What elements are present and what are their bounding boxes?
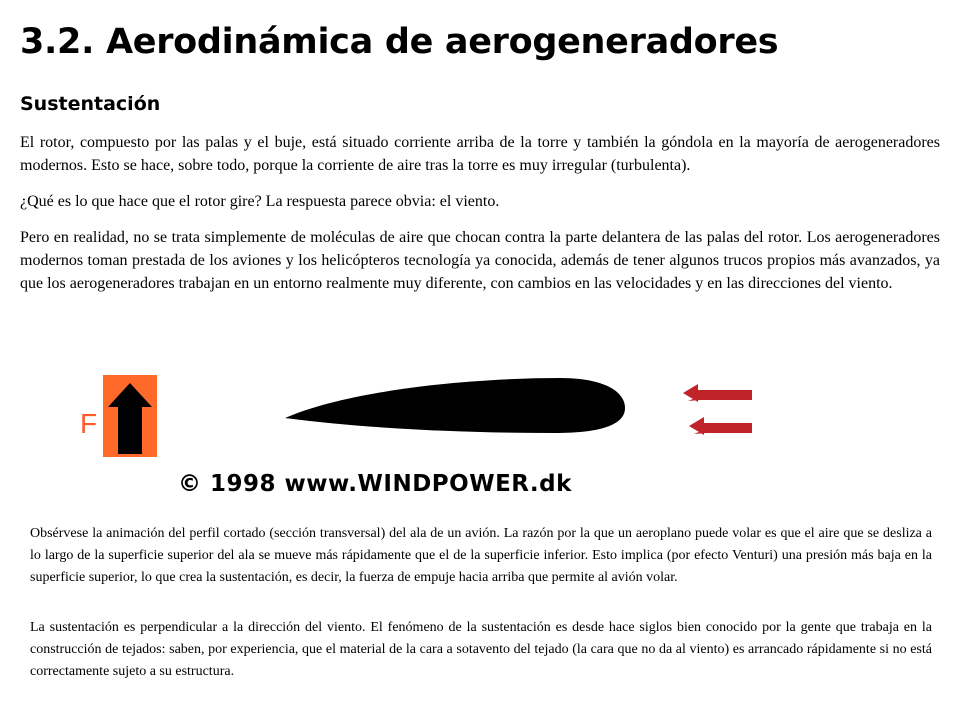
paragraph-question: ¿Qué es lo que hace que el rotor gire? La respuesta parece obvia: el viento. [20,193,500,210]
copyright-notice: © 1998 www.WINDPOWER.dk [178,471,572,497]
paragraph-rotor: El rotor, compuesto por las palas y el buje, está situado corriente arriba de la torre y también la góndola en la mayoría de aerogeneradores modernos. Esto se hace, sobre todo, porque la corriente de aire tras la torre es muy irregular (turbulenta). [20,134,940,174]
airfoil-profile [285,378,625,433]
paragraph-technology: Pero en realidad, no se trata simplemente de moléculas de aire que chocan contra la parte delantera de las palas del rotor. Los aerogeneradores modernos toman prestada de los aviones y los helicópteros tecnología ya conocida, además de tener algunos trucos propios más avanzados, ya que los aerogeneradores trabajan en un entorno realmente muy diferente, con cambios en las velocidades y en las direcciones del viento. [20,229,940,292]
section-subtitle: Sustentación [20,93,161,115]
wind-arrow-icon [683,384,752,402]
force-label: F [80,408,98,439]
wind-arrow-icon [689,417,752,435]
page-title: 3.2. Aerodinámica de aerogeneradores [20,22,779,62]
paragraph-lift: La sustentación es perpendicular a la dirección del viento. El fenómeno de la sustentación es desde hace siglos bien conocido por la gente que trabaja en la construcción de tejados: saben, por experiencia, que el material de la cara a sotavento del tejado (la cara que no da al viento) es arrancado rápidamente si no está correctamente sujeto a su estructura. [30,620,932,679]
paragraph-airfoil: Obsérvese la animación del perfil cortado (sección transversal) del ala de un avión. La razón por la que un aeroplano puede volar es que el aire que se desliza a lo largo de la superficie superior del ala se mueve más rápidamente que el de la superficie inferior. Esto implica (por efecto Venturi) una presión más baja en la superficie superior, lo que crea la sustentación, es decir, la fuerza de empuje hacia arriba que permite al avión volar. [30,526,932,585]
